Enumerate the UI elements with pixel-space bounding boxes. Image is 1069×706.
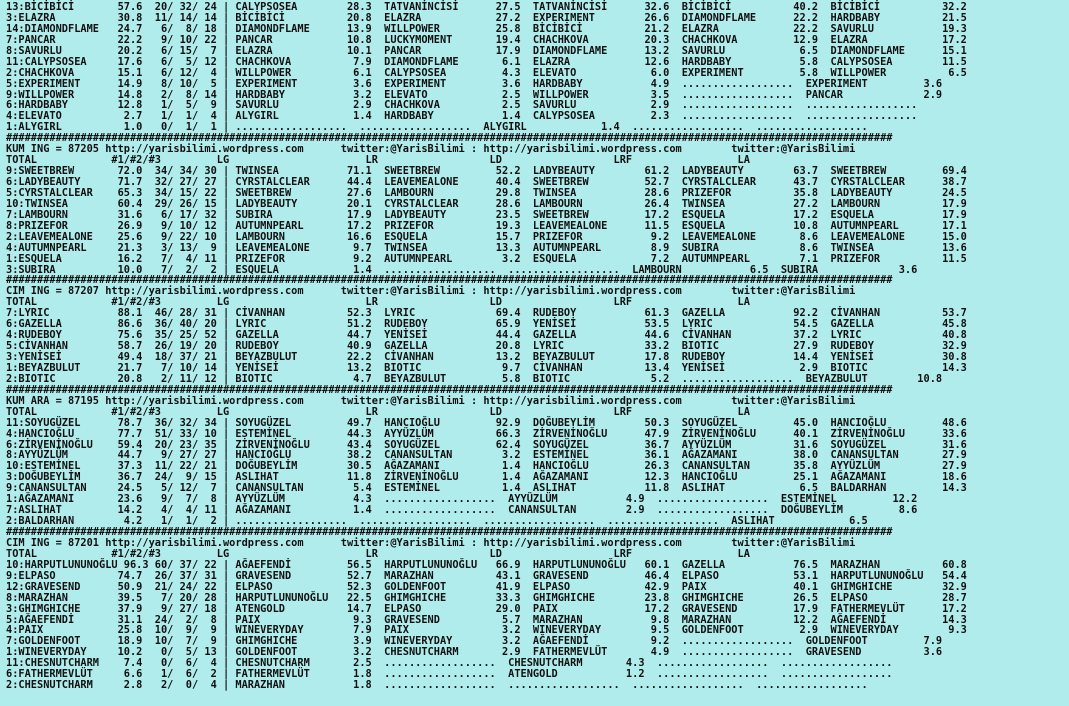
text-line: TOTAL #1/#2/#3 LG LR LD LRF LA <box>6 547 750 560</box>
text-line: 14:DIAMONDFLAME 24.7 6/ 8/ 18 | DIAMONDFLAME 13.9 WILLPOWER 25.8 BİCİBİCİ 21.2 ELAZRA 22.2 SAVURLU 19.3 <box>6 22 967 35</box>
text-line: 4:PAIX 25.8 10/ 9/ 9 | WINEVERYDAY 7.9 PAIX 3.2 WINEVERYDAY 9.5 GOLDENFOOT 2.9 WINEVERYDAY 9.3 <box>6 624 967 637</box>
text-line: 11:CHESNUTCHARM 7.4 0/ 6/ 4 | CHESNUTCHARM 2.5 .................. CHESNUTCHARM 4.3 .................. .................. <box>6 657 893 670</box>
text-line: 12:GRAVESEND 50.9 21/ 24/ 22 | ELPASO 52.3 GOLDENFOOT 41.9 ELPASO 42.9 PAIX 40.1 GHIMGHICHE 32.9 <box>6 580 967 593</box>
text-line: 11:CALYPSOSEA 17.6 6/ 5/ 12 | CHACHKOVA 7.9 DIAMONDFLAME 6.1 ELAZRA 12.6 HARDBABY 5.8 CALYPSOSEA 11.5 <box>6 55 967 68</box>
text-line: 10:HARPUTLUNUNOĞLU 96.3 60/ 37/ 22 | AĞAEFENDİ 56.5 HARPUTLUNUNOĞLU 66.9 HARPUTLUNUNOĞLU 60.1 GAZELLA 76.5 MARAZHAN 60.8 <box>6 558 967 571</box>
text-line: 6:GAZELLA 86.6 36/ 40/ 20 | LYRIC 51.2 RUDEBOY 65.9 YENİSEİ 53.5 LYRIC 54.5 GAZELLA 45.8 <box>6 318 967 331</box>
text-line: 1:WINEVERYDAY 10.2 0/ 5/ 13 | GOLDENFOOT 3.2 CHESNUTCHARM 2.9 FATHERMEVLÜT 4.9 .................. GRAVESEND 3.6 <box>6 646 943 659</box>
text-line: 6:HARDBABY 12.8 1/ 5/ 9 | SAVURLU 2.9 CHACHKOVA 2.5 SAVURLU 2.9 .................. .................. <box>6 99 918 112</box>
text-line: CIM ING = 87207 http://yarisbilimi.wordpress.com twitter:@YarisBilimi : http://yarisbilimi.wordpress.com twitter:@YarisBilimi <box>6 285 856 298</box>
text-line: ############################################################################################################################################### <box>6 274 893 287</box>
text-line: ############################################################################################################################################### <box>6 383 893 396</box>
text-line: 6:LADYBEAUTY 71.7 32/ 27/ 27 | CYRSTALCLEAR 44.4 LEAVEMEALONE 40.4 SWEETBREW 52.7 CYRSTALCLEAR 43.7 CYRSTALCLEAR 38.7 <box>6 176 967 188</box>
text-line: 1:ALYGIRL 1.0 0/ 1/ 1 | .................. .................. ALYGIRL 1.4 .................. .................. <box>6 121 868 134</box>
text-line: KUM ARA = 87195 http://yarisbilimi.wordpress.com twitter:@YarisBilimi : http://yarisbilimi.wordpress.com twitter:@YarisBilimi <box>6 394 856 407</box>
text-line: 10:TWINSEA 60.4 29/ 26/ 15 | LADYBEAUTY 20.1 CYRSTALCLEAR 28.6 LAMBOURN 26.4 TWINSEA 27.2 LAMBOURN 17.9 <box>6 197 967 210</box>
text-line: 6:ZİRVENİNOĞLU 59.4 20/ 23/ 35 | ZİRVENİNOĞLU 43.4 SOYUGÜZEL 62.4 SOYUGÜZEL 36.7 AYYÜZLÜM 31.6 SOYUGÜZEL 31.6 <box>6 438 967 451</box>
text-line: 1:BEYAZBULUT 21.7 7/ 10/ 14 | YENİSEİ 13.2 BIOTIC 9.7 CİVANHAN 13.4 YENİSEİ 2.9 BIOTIC 14.3 <box>6 361 967 374</box>
text-line: 7:LYRIC 88.1 46/ 28/ 31 | CİVANHAN 52.3 LYRIC 69.4 RUDEBOY 61.3 GAZELLA 92.2 CİVANHAN 53.7 <box>6 307 967 320</box>
text-line: 2:BIOTIC 20.8 2/ 11/ 12 | BIOTIC 4.7 BEYAZBULUT 5.8 BIOTIC 5.2 .................. BEYAZBULUT 10.8 <box>6 372 943 385</box>
text-line: 3:ELAZRA 30.8 11/ 14/ 14 | BİCİBİCİ 20.8 ELAZRA 27.2 EXPERIMENT 26.6 DIAMONDFLAME 22.2 HARDBABY 21.5 <box>6 11 967 24</box>
text-line: 3:GHIMGHICHE 37.9 9/ 27/ 18 | ATENGOLD 14.7 ELPASO 29.0 PAIX 17.2 GRAVESEND 17.9 FATHERMEVLÜT 17.2 <box>6 602 967 615</box>
text-line: 9:CANANSULTAN 24.5 5/ 12/ 7 | CANANSULTAN 5.4 ESTEMİNEL 1.4 ASLIHAT 11.8 ASLIHAT 6.5 BALDARHAN 14.3 <box>6 482 967 495</box>
text-line: 4:AUTUMNPEARL 21.3 3/ 13/ 9 | LEAVEMEALONE 9.7 TWINSEA 13.3 AUTUMNPEARL 8.9 SUBIRA 8.6 TWINSEA 13.6 <box>6 241 967 254</box>
text-line: 2:BALDARHAN 4.2 1/ 1/ 2 | .................. .................. .................. .................. ASLIHAT 6.5 <box>6 515 868 528</box>
text-line: 8:PRIZEFOR 26.9 9/ 10/ 12 | AUTUMNPEARL 17.2 PRIZEFOR 19.3 LEAVEMEALONE 11.5 ESQUELA 10.8 AUTUMNPEARL 17.1 <box>6 219 967 232</box>
text-line: 7:ASLIHAT 14.2 4/ 4/ 11 | AĞAZAMANI 1.4 .................. CANANSULTAN 2.9 .................. DOĞUBEYLİM 8.6 <box>6 504 918 517</box>
text-line: 13:BİCİBİCİ 57.6 20/ 32/ 24 | CALYPSOSEA 28.3 TATVANİNCİSİ 27.5 TATVANİNCİSİ 32.6 BİCİBİCİ 40.2 BİCİBİCİ 32.2 <box>6 1 967 13</box>
text-line: 5:CYRSTALCLEAR 65.3 34/ 15/ 22 | SWEETBREW 27.6 LAMBOURN 29.8 TWINSEA 28.6 PRIZEFOR 35.8 LADYBEAUTY 24.5 <box>6 186 967 199</box>
text-line: 3:YENİSEİ 49.4 18/ 37/ 21 | BEYAZBULUT 22.2 CİVANHAN 13.2 BEYAZBULUT 17.8 RUDEBOY 14.4 YENİSEİ 30.8 <box>6 351 967 363</box>
text-line: 5:EXPERIMENT 14.9 8/ 10/ 5 | EXPERIMENT 3.6 EXPERIMENT 3.6 HARDBABY 4.9 .................. EXPERIMENT 3.6 <box>6 77 943 90</box>
text-line: TOTAL #1/#2/#3 LG LR LD LRF LA <box>6 296 750 309</box>
text-line: 3:SUBIRA 10.0 7/ 2/ 2 | ESQUELA 1.4 .................. .................. LAMBOURN 6.5 SUBIRA 3.6 <box>6 263 918 276</box>
text-line: 3:DOĞUBEYLİM 36.7 24/ 9/ 15 | ASLIHAT 11.8 ZİRVENİNOĞLU 1.4 AĞAZAMANI 12.3 HANCIOĞLU 25.1 AĞAZAMANI 18.6 <box>6 471 967 484</box>
text-line: 9:SWEETBREW 72.0 34/ 34/ 30 | TWINSEA 71.1 SWEETBREW 52.2 LADYBEAUTY 61.2 LADYBEAUTY 63.7 SWEETBREW 69.4 <box>6 165 967 178</box>
text-line: 7:LAMBOURN 31.6 6/ 17/ 32 | SUBIRA 17.9 LADYBEAUTY 23.5 SWEETBREW 17.2 ESQUELA 17.2 ESQUELA 17.9 <box>6 208 967 221</box>
text-line: 2:CHESNUTCHARM 2.8 2/ 0/ 4 | MARAZHAN 1.8 .................. .................. .................. .................. <box>6 679 868 692</box>
text-line: 8:AYYÜZLÜM 44.7 9/ 27/ 27 | HANCIOĞLU 38.2 CANANSULTAN 3.2 ESTEMİNEL 36.1 AĞAZAMANI 38.0 CANANSULTAN 27.9 <box>6 449 967 462</box>
text-line: TOTAL #1/#2/#3 LG LR LD LRF LA <box>6 405 750 418</box>
text-line: KUM ING = 87205 http://yarisbilimi.wordpress.com twitter:@YarisBilimi : http://yarisbilimi.wordpress.com twitter:@YarisBilimi <box>6 143 856 156</box>
text-line: 4:ELEVATO 2.7 1/ 1/ 4 | ALYGIRL 1.4 HARDBABY 1.4 CALYPSOSEA 2.3 .................. .................. <box>6 110 918 123</box>
text-line: 4:HANCIOĞLU 77.7 51/ 33/ 10 | ESTEMİNEL 44.3 AYYÜZLÜM 66.3 ZİRVENİNOĞLU 47.9 ZİRVENİNOĞLU 40.1 ZİRVENİNOĞLU 33.6 <box>6 427 967 440</box>
text-line: ############################################################################################################################################### <box>6 526 893 538</box>
text-line: TOTAL #1/#2/#3 LG LR LD LRF LA <box>6 154 750 167</box>
text-line: 4:RUDEBOY 75.6 35/ 25/ 52 | GAZELLA 44.7 YENİSEİ 44.4 GAZELLA 44.6 CİVANHAN 37.2 LYRIC 40.8 <box>6 329 967 342</box>
text-line: 7:GOLDENFOOT 18.9 10/ 7/ 9 | GHIMGHICHE 3.9 WINEVERYDAY 3.2 AĞAEFENDİ 9.2 .................. GOLDENFOOT 7.9 <box>6 635 943 648</box>
text-line: 8:SAVURLU 20.2 6/ 15/ 7 | ELAZRA 10.1 PANCAR 17.9 DIAMONDFLAME 13.2 SAVURLU 6.5 DIAMONDFLAME 15.1 <box>6 44 967 57</box>
text-line: 8:MARAZHAN 39.5 7/ 20/ 28 | HARPUTLUNUNOĞLU 22.5 GHIMGHICHE 33.3 GHIMGHICHE 23.8 GHIMGHICHE 26.5 ELPASO 28.7 <box>6 591 967 604</box>
text-line: 1:AĞAZAMANI 23.6 9/ 7/ 8 | AYYÜZLÜM 4.3 .................. AYYÜZLÜM 4.9 .................. ESTEMİNEL 12.2 <box>6 493 918 506</box>
text-line: 9:ELPASO 74.7 26/ 37/ 31 | GRAVESEND 52.7 MARAZHAN 43.1 GRAVESEND 46.4 ELPASO 53.1 HARPUTLUNUNOĞLU 54.4 <box>6 569 967 582</box>
text-line: 1:ESQUELA 16.2 7/ 4/ 11 | PRIZEFOR 9.2 AUTUMNPEARL 3.2 ESQUELA 7.2 AUTUMNPEARL 7.1 PRIZEFOR 11.5 <box>6 252 967 265</box>
text-line: 11:SOYUGÜZEL 78.7 36/ 32/ 34 | SOYUGÜZEL 49.7 HANCIOĞLU 92.9 DOĞUBEYLİM 50.3 SOYUGÜZEL 45.0 HANCIOĞLU 48.6 <box>6 416 967 429</box>
text-line: 2:CHACHKOVA 15.1 6/ 12/ 4 | WILLPOWER 6.1 CALYPSOSEA 4.3 ELEVATO 6.0 EXPERIMENT 5.8 WILLPOWER 6.5 <box>6 66 967 79</box>
text-line: 6:FATHERMEVLÜT 6.6 1/ 6/ 2 | FATHERMEVLÜT 1.8 .................. ATENGOLD 1.2 .................. .................. <box>6 668 893 681</box>
text-line: ############################################################################################################################################### <box>6 132 893 145</box>
text-line: 2:LEAVEMEALONE 25.6 9/ 22/ 10 | LAMBOURN 16.6 ESQUELA 15.7 PRIZEFOR 9.2 LEAVEMEALONE 8.6 LEAVEMEALONE 15.0 <box>6 230 967 243</box>
text-line: 9:WILLPOWER 14.8 2/ 8/ 14 | HARDBABY 3.2 ELEVATO 2.5 WILLPOWER 3.5 .................. PANCAR 2.9 <box>6 88 943 101</box>
text-line: 7:PANCAR 22.2 9/ 10/ 22 | PANCAR 10.8 LUCKYMOMENT 19.4 CHACHKOVA 20.3 CHACHKOVA 12.9 ELAZRA 17.2 <box>6 33 967 46</box>
text-line: 10:ESTEMİNEL 37.3 11/ 22/ 21 | DOĞUBEYLİM 30.5 AĞAZAMANI 1.4 HANCIOĞLU 26.3 CANANSULTAN 35.8 AYYÜZLÜM 27.9 <box>6 460 967 473</box>
text-line: CIM ING = 87201 http://yarisbilimi.wordpress.com twitter:@YarisBilimi : http://yarisbilimi.wordpress.com twitter:@YarisBilimi <box>6 536 856 549</box>
text-line: 5:AĞAEFENDİ 31.1 24/ 2/ 8 | PAIX 9.3 GRAVESEND 5.7 MARAZHAN 9.8 MARAZHAN 12.2 AĞAEFENDİ 14.3 <box>6 613 967 626</box>
text-line: 5:CİVANHAN 58.7 26/ 19/ 20 | RUDEBOY 40.9 GAZELLA 20.8 LYRIC 33.2 BIOTIC 27.9 RUDEBOY 32.9 <box>6 340 967 353</box>
